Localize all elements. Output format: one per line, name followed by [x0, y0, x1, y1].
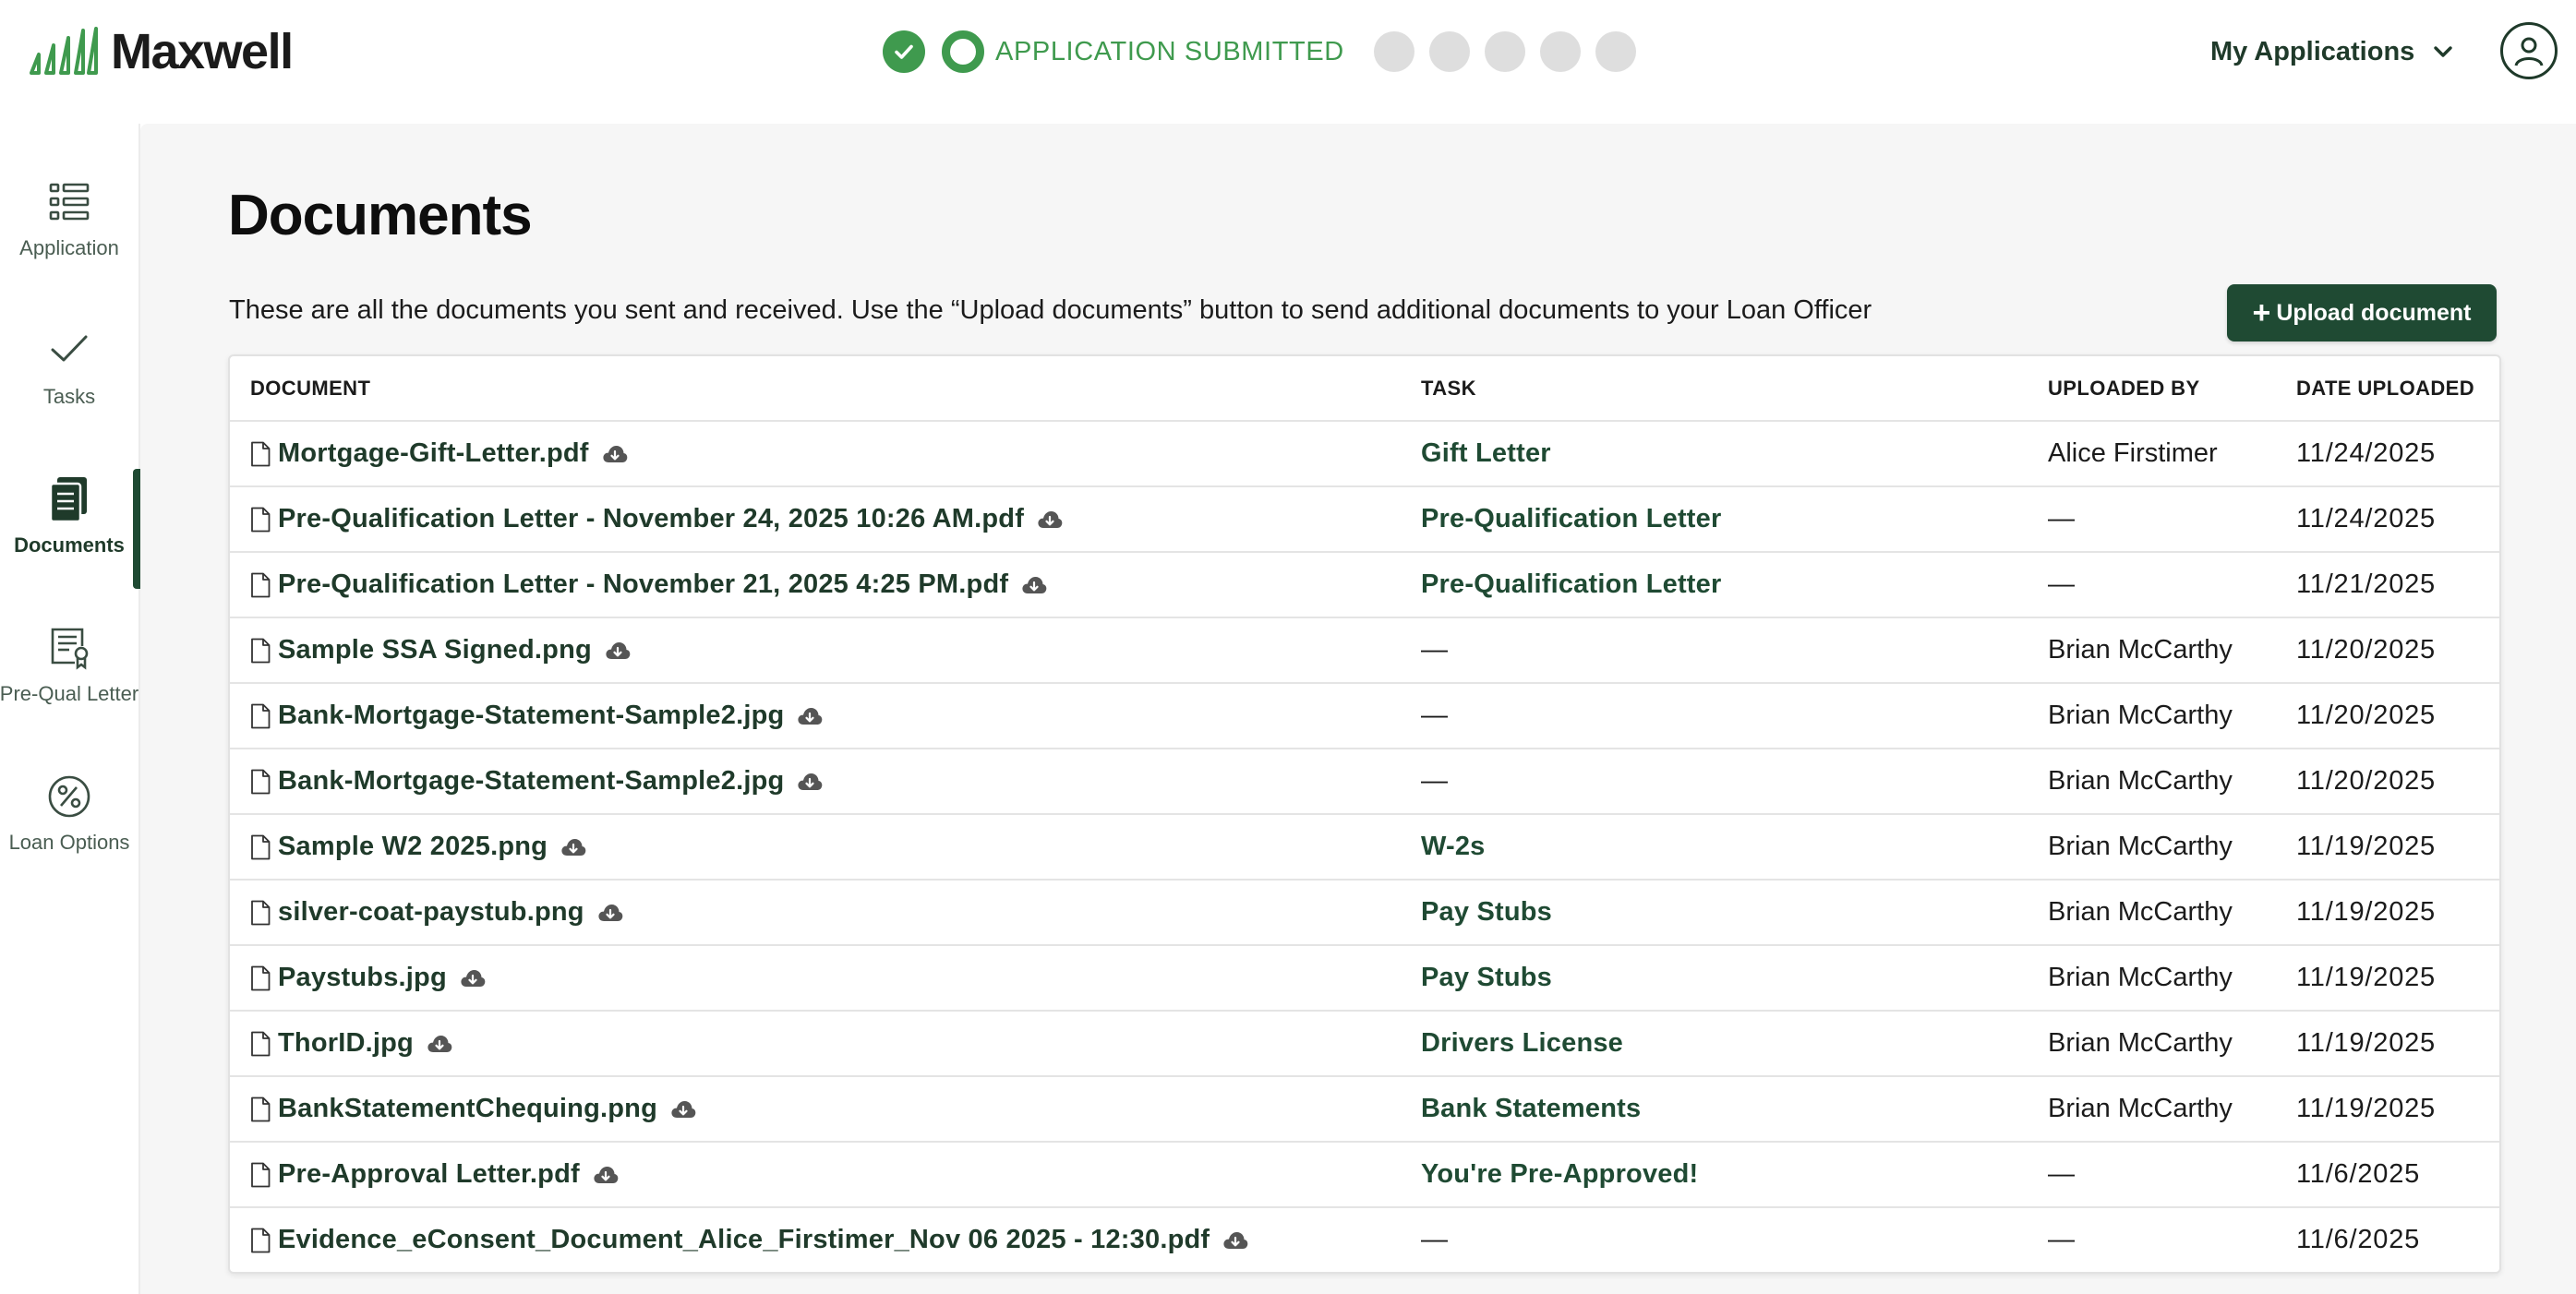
- document-cell: [250, 946, 486, 1010]
- task-cell: [1421, 618, 1448, 682]
- task-link[interactable]: Pre-Qualification Letter: [1421, 569, 1722, 599]
- document-link[interactable]: silver-coat-paystub.png: [278, 897, 584, 927]
- task-link[interactable]: Drivers License: [1421, 1028, 1624, 1058]
- date-uploaded-value: 11/19/2025: [2296, 1094, 2436, 1123]
- page-title: Documents: [228, 184, 532, 247]
- sidebar-item-label: Application: [19, 236, 119, 259]
- sidebar-nav: [0, 124, 140, 1294]
- uploaded-by-value: Brian McCarthy: [2048, 963, 2233, 992]
- document-link[interactable]: Evidence_eConsent_Document_Alice_Firstimer_Nov 06 2025 - 12:30.pdf: [278, 1225, 1210, 1254]
- sidebar-item-documents[interactable]: [0, 473, 138, 593]
- uploaded-by-value: Brian McCarthy: [2048, 766, 2233, 796]
- table-row: [230, 684, 2499, 749]
- uploaded-by-value: Brian McCarthy: [2048, 1028, 2233, 1058]
- sidebar-item-label: Tasks: [42, 385, 96, 408]
- date-uploaded-cell: [2296, 815, 2436, 879]
- sidebar-item-label: Pre-Qual Letter: [0, 682, 139, 705]
- download-cloud-icon[interactable]: [797, 706, 823, 726]
- download-cloud-icon[interactable]: [593, 1165, 619, 1185]
- step-pending-icon: [1374, 31, 1414, 72]
- step-complete-icon: [883, 30, 925, 73]
- date-uploaded-cell: [2296, 946, 2436, 1010]
- document-link[interactable]: Bank-Mortgage-Statement-Sample2.jpg: [278, 701, 785, 730]
- document-cell: [250, 553, 1047, 617]
- table-row: [230, 946, 2499, 1012]
- date-uploaded-value: 11/20/2025: [2296, 635, 2436, 665]
- file-icon: [250, 1031, 271, 1057]
- uploaded-by-cell: [2048, 815, 2233, 879]
- document-cell: [250, 1143, 619, 1206]
- uploaded-by-value: Alice Firstimer: [2048, 438, 2218, 468]
- documents-table: [228, 354, 2501, 1274]
- document-link[interactable]: Sample SSA Signed.png: [278, 635, 592, 665]
- documents-icon: [48, 475, 90, 523]
- task-link[interactable]: Pay Stubs: [1421, 897, 1553, 927]
- uploaded-by-value: Brian McCarthy: [2048, 832, 2233, 861]
- task-cell: [1421, 815, 1486, 879]
- date-uploaded-cell: [2296, 684, 2436, 748]
- step-pending-icon: [1540, 31, 1581, 72]
- date-uploaded-cell: [2296, 1012, 2436, 1075]
- page-description: These are all the documents you sent and received. Use the “Upload documents” button to send additional documents to your Loan Officer: [229, 295, 1872, 325]
- task-link[interactable]: You're Pre-Approved!: [1421, 1159, 1699, 1189]
- task-link[interactable]: Pay Stubs: [1421, 963, 1553, 992]
- document-link[interactable]: Pre-Approval Letter.pdf: [278, 1159, 580, 1189]
- download-cloud-icon[interactable]: [427, 1034, 452, 1054]
- column-header-date-uploaded: DATE UPLOADED: [2296, 377, 2475, 400]
- uploaded-by-cell: [2048, 618, 2233, 682]
- document-link[interactable]: Pre-Qualification Letter - November 24, 2025 10:26 AM.pdf: [278, 504, 1025, 533]
- download-cloud-icon[interactable]: [560, 837, 586, 857]
- table-body: [230, 422, 2499, 1272]
- task-value: —: [1421, 701, 1448, 730]
- document-cell: [250, 618, 631, 682]
- task-link[interactable]: Bank Statements: [1421, 1094, 1642, 1123]
- uploaded-by-value: Brian McCarthy: [2048, 635, 2233, 665]
- certificate-icon: [47, 626, 91, 670]
- table-row: [230, 1012, 2499, 1077]
- table-row: [230, 618, 2499, 684]
- upload-document-button[interactable]: [2227, 284, 2497, 341]
- date-uploaded-value: 11/6/2025: [2296, 1225, 2421, 1254]
- date-uploaded-value: 11/6/2025: [2296, 1159, 2421, 1189]
- uploaded-by-cell: [2048, 1077, 2233, 1141]
- task-cell: [1421, 946, 1552, 1010]
- date-uploaded-cell: [2296, 881, 2436, 944]
- document-cell: [250, 1077, 696, 1141]
- uploaded-by-value: Brian McCarthy: [2048, 1094, 2233, 1123]
- task-value: —: [1421, 766, 1448, 796]
- download-cloud-icon[interactable]: [597, 903, 623, 923]
- uploaded-by-cell: [2048, 881, 2233, 944]
- document-link[interactable]: Bank-Mortgage-Statement-Sample2.jpg: [278, 766, 785, 796]
- uploaded-by-value: —: [2048, 1225, 2075, 1254]
- date-uploaded-value: 11/21/2025: [2296, 569, 2436, 599]
- task-cell: [1421, 422, 1551, 485]
- table-row: [230, 1143, 2499, 1208]
- date-uploaded-cell: [2296, 1143, 2420, 1206]
- task-cell: [1421, 1208, 1448, 1272]
- sidebar-item-application[interactable]: [0, 175, 138, 295]
- date-uploaded-value: 11/20/2025: [2296, 701, 2436, 730]
- document-link[interactable]: Pre-Qualification Letter - November 21, 2025 4:25 PM.pdf: [278, 569, 1009, 599]
- table-row: [230, 553, 2499, 618]
- list-icon: [48, 181, 90, 223]
- download-cloud-icon[interactable]: [1222, 1230, 1248, 1251]
- download-cloud-icon[interactable]: [1037, 509, 1063, 530]
- task-link[interactable]: Pre-Qualification Letter: [1421, 504, 1722, 533]
- task-cell: [1421, 1143, 1698, 1206]
- uploaded-by-value: —: [2048, 504, 2075, 533]
- task-cell: [1421, 553, 1721, 617]
- file-icon: [250, 507, 271, 533]
- task-cell: [1421, 684, 1448, 748]
- document-cell: [250, 749, 823, 813]
- uploaded-by-value: —: [2048, 1159, 2075, 1189]
- task-cell: [1421, 881, 1552, 944]
- task-value: —: [1421, 1225, 1448, 1254]
- progress-status-label: APPLICATION SUBMITTED: [995, 36, 1344, 66]
- table-row: [230, 881, 2499, 946]
- date-uploaded-value: 11/24/2025: [2296, 504, 2436, 533]
- application-progress: [883, 30, 1636, 74]
- date-uploaded-value: 11/19/2025: [2296, 1028, 2436, 1058]
- sidebar-item-label: Loan Options: [8, 831, 130, 854]
- checkmark-icon: [48, 329, 90, 372]
- uploaded-by-cell: [2048, 1012, 2233, 1075]
- step-current-icon: [942, 30, 984, 73]
- file-icon: [250, 1096, 271, 1122]
- file-icon: [250, 441, 271, 467]
- uploaded-by-cell: [2048, 1208, 2075, 1272]
- uploaded-by-cell: [2048, 1143, 2075, 1206]
- file-icon: [250, 703, 271, 729]
- logo-text: Maxwell: [111, 24, 293, 79]
- date-uploaded-cell: [2296, 487, 2436, 551]
- step-pending-icon: [1485, 31, 1525, 72]
- date-uploaded-value: 11/19/2025: [2296, 963, 2436, 992]
- document-link[interactable]: Mortgage-Gift-Letter.pdf: [278, 438, 589, 468]
- task-cell: [1421, 1012, 1623, 1075]
- uploaded-by-cell: [2048, 684, 2233, 748]
- file-icon: [250, 834, 271, 860]
- uploaded-by-cell: [2048, 422, 2218, 485]
- date-uploaded-cell: [2296, 618, 2436, 682]
- date-uploaded-value: 11/19/2025: [2296, 897, 2436, 927]
- chevron-down-icon: [2433, 45, 2453, 58]
- sidebar-item-loan-options[interactable]: [0, 770, 138, 890]
- date-uploaded-value: 11/19/2025: [2296, 832, 2436, 861]
- column-header-uploaded-by: UPLOADED BY: [2048, 377, 2200, 400]
- document-cell: [250, 815, 586, 879]
- column-header-document: DOCUMENT: [250, 377, 371, 400]
- uploaded-by-cell: [2048, 553, 2075, 617]
- date-uploaded-cell: [2296, 749, 2436, 813]
- file-icon: [250, 900, 271, 926]
- task-link[interactable]: W-2s: [1421, 832, 1486, 861]
- document-cell: [250, 1012, 452, 1075]
- uploaded-by-cell: [2048, 946, 2233, 1010]
- task-cell: [1421, 1077, 1641, 1141]
- download-cloud-icon[interactable]: [602, 444, 628, 464]
- table-row: [230, 815, 2499, 881]
- logo-bars-icon: [28, 27, 100, 77]
- file-icon: [250, 1228, 271, 1253]
- file-icon: [250, 965, 271, 991]
- user-avatar-icon[interactable]: [2500, 22, 2558, 79]
- uploaded-by-value: Brian McCarthy: [2048, 701, 2233, 730]
- task-cell: [1421, 749, 1448, 813]
- task-cell: [1421, 487, 1721, 551]
- sidebar-item-label: Documents: [14, 533, 125, 557]
- table-row: [230, 1208, 2499, 1272]
- sidebar-item-tasks[interactable]: [0, 324, 138, 444]
- uploaded-by-value: Brian McCarthy: [2048, 897, 2233, 927]
- step-pending-icon: [1429, 31, 1470, 72]
- uploaded-by-cell: [2048, 749, 2233, 813]
- document-cell: [250, 881, 623, 944]
- sidebar-item-pre-qual-letter[interactable]: [0, 621, 138, 741]
- date-uploaded-value: 11/24/2025: [2296, 438, 2436, 468]
- date-uploaded-cell: [2296, 1208, 2420, 1272]
- date-uploaded-cell: [2296, 1077, 2436, 1141]
- document-link[interactable]: BankStatementChequing.png: [278, 1094, 658, 1123]
- download-cloud-icon[interactable]: [670, 1099, 696, 1120]
- date-uploaded-cell: [2296, 422, 2436, 485]
- my-applications-dropdown[interactable]: [2210, 31, 2453, 72]
- top-header: [0, 0, 2576, 124]
- document-cell: [250, 422, 628, 485]
- uploaded-by-value: —: [2048, 569, 2075, 599]
- column-header-task: TASK: [1421, 377, 1476, 400]
- document-cell: [250, 684, 823, 748]
- table-row: [230, 487, 2499, 553]
- table-row: [230, 1077, 2499, 1143]
- download-cloud-icon[interactable]: [797, 772, 823, 792]
- date-uploaded-value: 11/20/2025: [2296, 766, 2436, 796]
- document-link[interactable]: Paystubs.jpg: [278, 963, 447, 992]
- file-icon: [250, 1162, 271, 1188]
- table-row: [230, 749, 2499, 815]
- document-cell: [250, 487, 1063, 551]
- maxwell-logo[interactable]: [28, 26, 293, 78]
- my-applications-label: My Applications: [2210, 36, 2415, 66]
- uploaded-by-cell: [2048, 487, 2075, 551]
- plus-icon: +: [2252, 295, 2271, 330]
- table-row: [230, 422, 2499, 487]
- download-cloud-icon[interactable]: [460, 968, 486, 988]
- task-link[interactable]: Gift Letter: [1421, 438, 1551, 468]
- file-icon: [250, 769, 271, 795]
- document-link[interactable]: Sample W2 2025.png: [278, 832, 548, 861]
- main-content: [140, 124, 2576, 1294]
- step-pending-icon: [1595, 31, 1636, 72]
- file-icon: [250, 572, 271, 598]
- document-link[interactable]: ThorID.jpg: [278, 1028, 414, 1058]
- download-cloud-icon[interactable]: [605, 641, 631, 661]
- download-cloud-icon[interactable]: [1021, 575, 1047, 595]
- file-icon: [250, 638, 271, 664]
- percent-icon: [47, 774, 91, 819]
- task-value: —: [1421, 635, 1448, 665]
- upload-document-label: Upload document: [2276, 299, 2472, 326]
- date-uploaded-cell: [2296, 553, 2436, 617]
- table-header-row: [230, 356, 2499, 422]
- document-cell: [250, 1208, 1248, 1272]
